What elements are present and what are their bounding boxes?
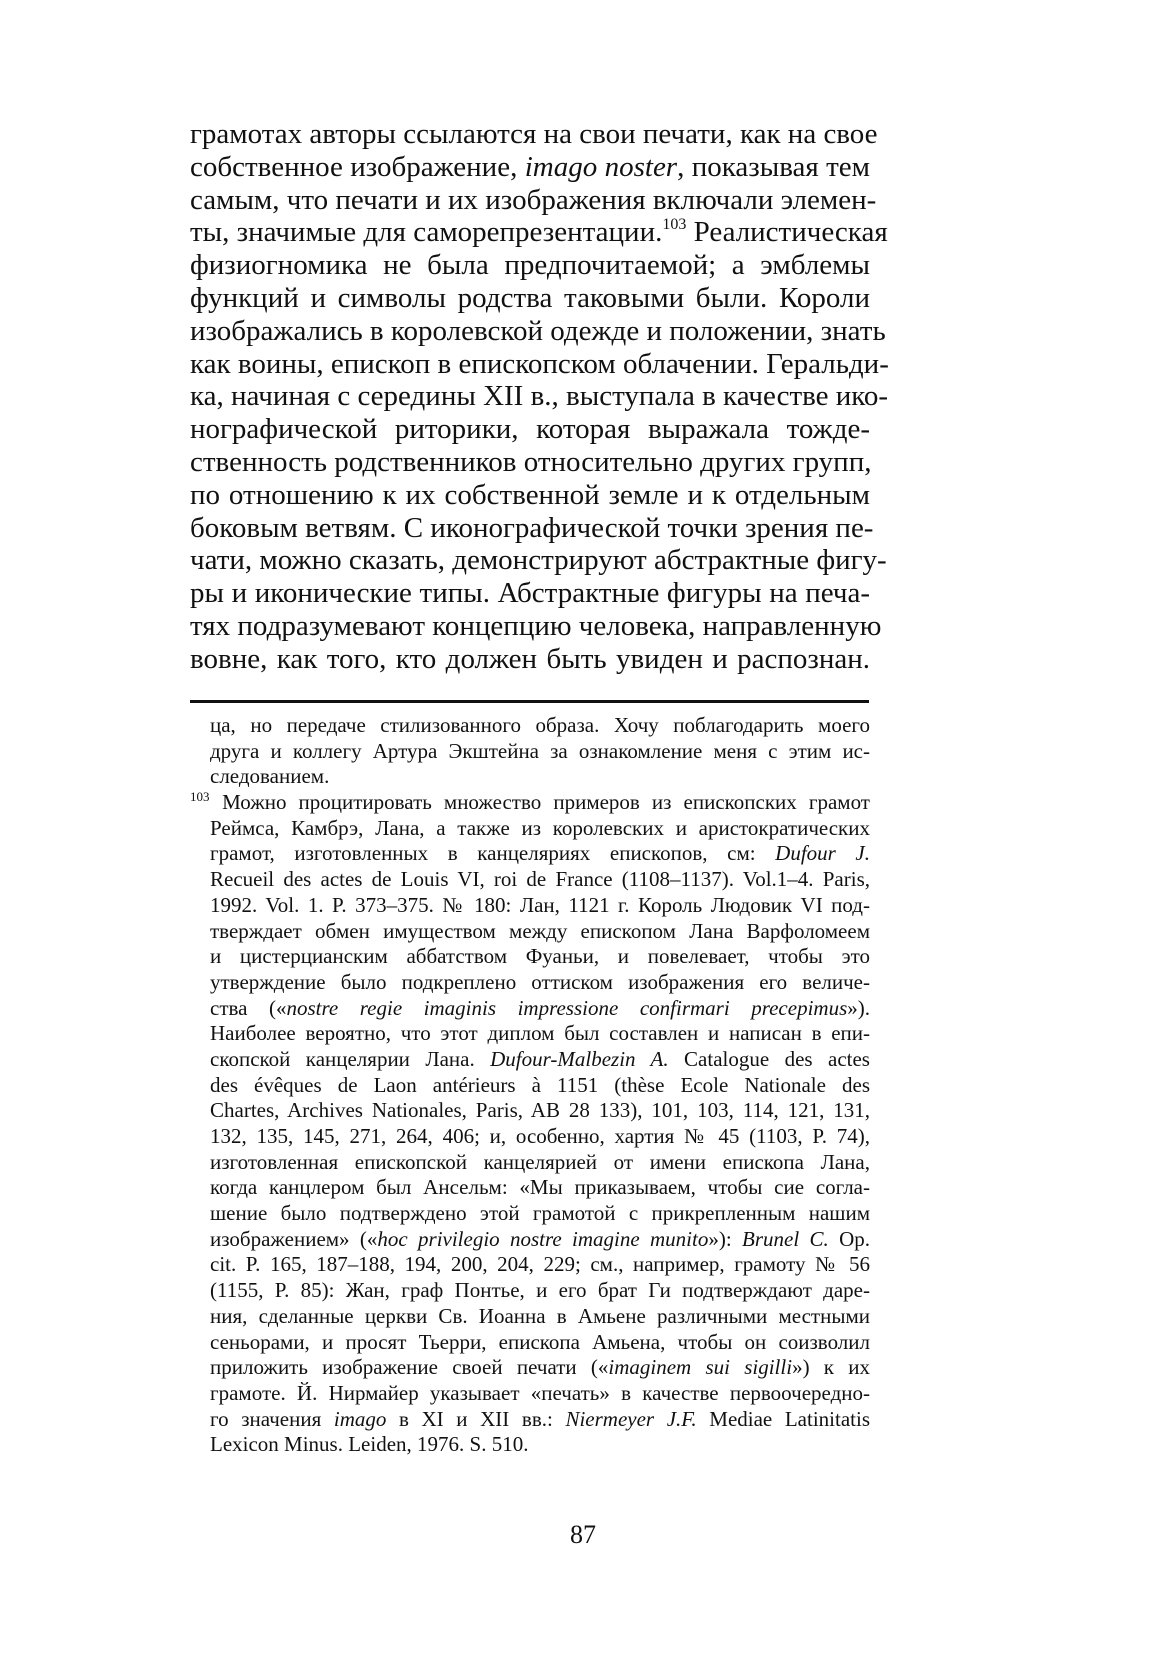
latin-quote: imaginem sui sigilli xyxy=(608,1355,793,1380)
footnote-103-line: (1155, P. 85): Жан, граф Понтье, и его брат Ги подтверждают даре- xyxy=(210,1278,870,1303)
footnote-103-line: и цистерцианским аббатством Фуаньи, и повелевает, чтобы это xyxy=(210,944,870,969)
footnote-103-line xyxy=(190,1355,870,1381)
footnote-text: Catalogue des actes xyxy=(668,1046,870,1071)
footnote-103-line: утверждение было подкреплено оттиском изображения его величе- xyxy=(210,969,870,994)
footnote-103-line: когда канцлером был Ансельм: «Мы приказываем, чтобы сие согла- xyxy=(210,1175,870,1200)
footnote-text: ства (« xyxy=(210,995,287,1020)
body-line xyxy=(190,216,888,249)
footnote-text: го значения xyxy=(210,1406,334,1431)
body-line-text: собственное изображение, xyxy=(190,150,525,183)
footnote-continuation-line: друга и коллегу Артура Экштейна за ознакомление меня с этим ис- xyxy=(210,738,870,763)
footnote-separator xyxy=(190,700,869,703)
footnote-103-line: des évêques de Laon antérieurs à 1151 (thèse Ecole Nationale des xyxy=(210,1072,870,1097)
footnote-text: скопской канцелярии Лана. xyxy=(210,1046,491,1071)
body-line: ственность родственников относительно других групп, xyxy=(190,445,872,478)
footnote-103-line: сеньорами, и просят Тьерри, епископа Амьена, чтобы он соизволил xyxy=(210,1329,870,1354)
latin-term: imago xyxy=(333,1406,387,1431)
body-line: боковым ветвям. С иконографической точки зрения пе- xyxy=(190,511,874,544)
footnote-text: »): xyxy=(708,1226,743,1251)
body-line xyxy=(190,151,870,184)
latin-quote: hoc privilegio nostre imagine munito xyxy=(377,1226,709,1251)
body-line-text: Реалистическая xyxy=(686,216,888,249)
footnote-103-line: Реймса, Камбрэ, Лана, а также из королевских и аристократических xyxy=(210,815,870,840)
footnote-text: Mediae Latinitatis xyxy=(696,1406,871,1431)
footnote-103-line: Recueil des actes de Louis VI, roi de France (1108–1137). Vol.1–4. Paris, xyxy=(210,867,870,892)
body-line: грамотах авторы ссылаются на свои печати, как на свое xyxy=(190,118,878,150)
body-line: ры и иконические типы. Абстрактные фигуры на печа- xyxy=(190,577,870,610)
footnote-103-line: ния, сделанные церкви Св. Иоанна в Амьене различными местными xyxy=(210,1303,870,1328)
body-line: самым, что печати и их изображения включали элемен- xyxy=(190,183,877,216)
page-number: 87 xyxy=(570,1520,596,1549)
author-name: Dufour-Malbezin A. xyxy=(490,1046,669,1071)
footnote-103-line xyxy=(190,1227,870,1253)
body-line: нографической риторики, которая выражала тожде- xyxy=(190,413,870,446)
footnote-103-line: Lexicon Minus. Leiden, 1976. S. 510. xyxy=(210,1432,529,1457)
footnote-text: в XI и XII вв.: xyxy=(386,1406,566,1431)
latin-quote: nostre regie imaginis impressione confirmari precepimus xyxy=(286,995,848,1020)
footnote-103-line: шение было подтверждено этой грамотой с прикрепленным нашим xyxy=(210,1201,870,1226)
footnote-103-line: тверждает обмен имуществом между епископом Лана Варфоломеем xyxy=(210,918,870,943)
body-line: вовне, как того, кто должен быть увиден и распознан. xyxy=(190,642,870,675)
footnote-103-line xyxy=(190,1407,870,1433)
footnote-103-line xyxy=(190,996,870,1022)
body-line: по отношению к их собственной земле и к отдельным xyxy=(190,478,870,511)
footnote-103-line: 132, 135, 145, 271, 264, 406; и, особенно, хартия № 45 (1103, P. 74), xyxy=(210,1124,870,1148)
body-line: тях подразумевают концепцию человека, направленную xyxy=(190,609,882,642)
footnote-text: Можно процитировать множество примеров из епископских грамот xyxy=(210,790,870,815)
footnote-text: ») к их xyxy=(792,1355,870,1380)
footnote-text: Op. xyxy=(828,1226,870,1251)
footnote-103-line xyxy=(190,1047,870,1073)
footnote-continuation-line: следованием. xyxy=(210,764,330,789)
footnote-103-line: изготовленная епископской канцелярией от имени епископа Лана, xyxy=(210,1149,870,1174)
body-line-text: ты, значимые для саморепрезентации. xyxy=(190,216,663,249)
author-name: Brunel C. xyxy=(742,1226,829,1251)
footnote-text: грамот, изготовленных в канцеляриях епископов, см: xyxy=(210,841,776,866)
footnote-103-line: Наиболее вероятно, что этот диплом был составлен и написан в епи- xyxy=(210,1021,870,1046)
body-line: функций и символы родства таковыми были. Короли xyxy=(190,281,870,314)
body-line: физиогномика не была предпочитаемой; а эмблемы xyxy=(190,249,870,282)
footnote-103-line xyxy=(190,841,870,867)
author-name: Dufour J. xyxy=(775,841,871,866)
footnote-reference[interactable]: 103 xyxy=(662,216,687,234)
footnote-text: изображением» (« xyxy=(210,1226,378,1251)
footnote-103-line: грамоте. Й. Нирмайер указывает «печать» в качестве первоочередно- xyxy=(210,1380,870,1405)
body-line-text: , показывая тем xyxy=(677,150,871,183)
main-body-text xyxy=(190,118,889,676)
author-name: Niermeyer J.F. xyxy=(565,1406,697,1431)
body-line: изображались в королевской одежде и положении, знать xyxy=(190,314,886,347)
footnote-text: приложить изображение своей печати (« xyxy=(210,1355,609,1380)
body-line: ка, начиная с середины XII в., выступала в качестве ико- xyxy=(190,380,889,413)
footnotes xyxy=(190,713,870,1458)
body-line: как воины, епископ в епископском облачении. Геральди- xyxy=(190,347,889,380)
footnote-103-line: 1992. Vol. 1. P. 373–375. № 180: Лан, 1121 г. Король Людовик VI под- xyxy=(210,892,870,917)
footnote-103-line: Chartes, Archives Nationales, Paris, AB 28 133), 101, 103, 114, 121, 131, xyxy=(210,1098,870,1123)
body-line: чати, можно сказать, демонстрируют абстрактные фигу- xyxy=(190,544,887,577)
footnote-text: »). xyxy=(847,995,870,1020)
footnote-103-line: 103 Можно процитировать множество примеров из епископских грамот xyxy=(190,789,870,815)
footnote-continuation-line: ца, но передаче стилизованного образа. Хочу поблагодарить моего xyxy=(210,713,870,737)
footnote-103-line: cit. P. 165, 187–188, 194, 200, 204, 229; см., например, грамоту № 56 xyxy=(210,1252,870,1277)
latin-phrase: imago noster xyxy=(524,150,678,183)
